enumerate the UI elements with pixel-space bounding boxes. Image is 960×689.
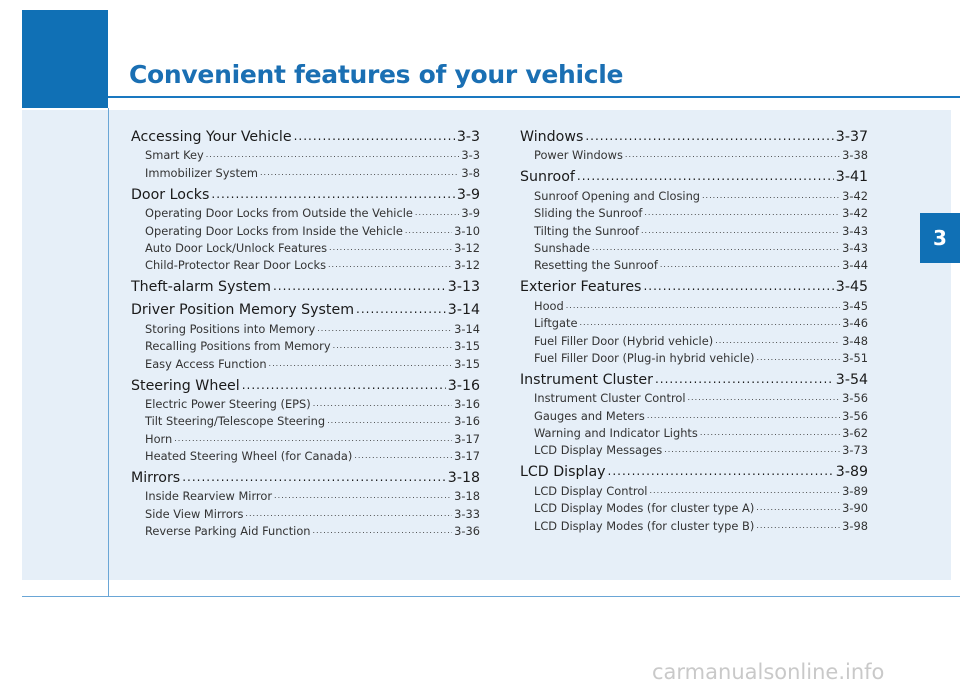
toc-dot-leader: [333, 342, 453, 353]
toc-entry-page: 3-15: [454, 356, 480, 371]
toc-dot-leader: [294, 130, 455, 145]
toc-entry-label: Gauges and Meters: [534, 408, 645, 423]
toc-entry-label: Door Locks: [131, 186, 210, 203]
toc-dot-leader: [756, 522, 840, 533]
toc-subsection-entry[interactable]: [131, 428, 480, 445]
toc-subsection-entry[interactable]: [131, 238, 480, 255]
toc-dot-leader: [643, 280, 833, 295]
toc-entry-label: Smart Key: [145, 148, 204, 163]
toc-entry-page: 3-16: [454, 414, 480, 429]
toc-subsection-entry[interactable]: [131, 353, 480, 370]
toc-entry-page: 3-73: [842, 443, 868, 458]
toc-subsection-entry[interactable]: [520, 313, 868, 330]
toc-entry-label: Theft-alarm System: [131, 279, 271, 296]
toc-subsection-entry[interactable]: [131, 255, 480, 272]
toc-entry-label: Resetting the Sunroof: [534, 258, 658, 273]
toc-subsection-entry[interactable]: [520, 238, 868, 255]
toc-entry-label: LCD Display: [520, 464, 606, 481]
toc-entry-page: 3-46: [842, 316, 868, 331]
toc-dot-leader: [585, 130, 833, 145]
toc-entry-page: 3-18: [454, 489, 480, 504]
toc-subsection-entry[interactable]: [131, 503, 480, 520]
toc-dot-leader: [579, 319, 840, 330]
toc-subsection-entry[interactable]: [520, 480, 868, 497]
toc-section-entry[interactable]: [520, 458, 868, 480]
toc-entry-page: 3-18: [447, 470, 480, 487]
toc-entry-page: 3-15: [454, 339, 480, 354]
toc-entry-label: Tilting the Sunroof: [534, 223, 640, 238]
toc-entry-label: LCD Display Messages: [534, 443, 663, 458]
toc-entry-page: 3-41: [835, 169, 868, 186]
toc-entry-page: 3-54: [835, 371, 868, 388]
toc-entry-label: Operating Door Locks from Inside the Vehicle: [145, 223, 403, 238]
toc-entry-label: Exterior Features: [520, 279, 642, 296]
toc-dot-leader: [327, 417, 452, 428]
toc-section-entry[interactable]: [131, 181, 480, 203]
toc-entry-page: 3-89: [842, 483, 868, 498]
toc-entry-page: 3-12: [454, 240, 480, 255]
toc-dot-leader: [756, 354, 840, 365]
toc-subsection-entry[interactable]: [520, 515, 868, 532]
toc-subsection-entry[interactable]: [131, 394, 480, 411]
toc-dot-leader: [356, 303, 446, 318]
toc-entry-page: 3-62: [842, 426, 868, 441]
toc-entry-page: 3-98: [842, 518, 868, 533]
toc-section-entry[interactable]: [131, 296, 480, 318]
toc-subsection-entry[interactable]: [131, 203, 480, 220]
toc-subsection-entry[interactable]: [520, 295, 868, 312]
toc-entry-label: Steering Wheel: [131, 377, 240, 394]
toc-dot-leader: [756, 504, 840, 515]
toc-subsection-entry[interactable]: [131, 145, 480, 162]
toc-entry-page: 3-14: [454, 321, 480, 336]
toc-dot-leader: [274, 492, 452, 503]
toc-dot-leader: [242, 379, 446, 394]
page-title: Convenient features of your vehicle: [129, 60, 624, 89]
corner-color-block: [22, 10, 108, 108]
toc-entry-label: Instrument Cluster: [520, 371, 653, 388]
toc-section-entry[interactable]: [131, 123, 480, 145]
watermark: carmanualsonline.info: [652, 660, 885, 684]
toc-entry-label: Auto Door Lock/Unlock Features: [145, 240, 328, 255]
toc-subsection-entry[interactable]: [520, 440, 868, 457]
toc-subsection-entry[interactable]: [131, 446, 480, 463]
margin-vertical-rule: [108, 108, 109, 596]
toc-subsection-entry[interactable]: [131, 486, 480, 503]
toc-entry-label: Electric Power Steering (EPS): [145, 396, 311, 411]
toc-entry-page: 3-37: [835, 129, 868, 145]
toc-subsection-entry[interactable]: [131, 336, 480, 353]
toc-dot-leader: [655, 373, 834, 388]
toc-entry-page: 3-56: [842, 391, 868, 406]
toc-section-entry[interactable]: [520, 123, 868, 145]
toc-section-entry[interactable]: [520, 163, 868, 185]
toc-dot-leader: [647, 412, 840, 423]
toc-entry-label: Power Windows: [534, 148, 623, 163]
toc-dot-leader: [313, 400, 452, 411]
toc-entry-label: Side View Mirrors: [145, 506, 244, 521]
toc-entry-page: 3-89: [835, 464, 868, 481]
toc-entry-label: Immobilizer System: [145, 165, 259, 180]
toc-entry-page: 3-38: [842, 148, 868, 163]
toc-subsection-entry[interactable]: [131, 220, 480, 237]
toc-section-entry[interactable]: [131, 372, 480, 394]
bottom-rule: [22, 596, 960, 597]
toc-entry-page: 3-16: [454, 396, 480, 411]
toc-entry-page: 3-42: [842, 188, 868, 203]
toc-subsection-entry[interactable]: [520, 145, 868, 162]
toc-left-column: [131, 122, 480, 538]
toc-dot-leader: [688, 394, 841, 405]
toc-entry-label: Sunshade: [534, 240, 591, 255]
toc-entry-label: Reverse Parking Aid Function: [145, 524, 311, 539]
toc-dot-leader: [641, 227, 840, 238]
toc-entry-page: 3-9: [456, 186, 480, 203]
toc-entry-page: 3-16: [447, 377, 480, 394]
toc-dot-leader: [354, 452, 452, 463]
toc-entry-page: 3-3: [456, 129, 480, 145]
toc-dot-leader: [206, 151, 460, 162]
toc-entry-label: LCD Display Control: [534, 483, 648, 498]
toc-subsection-entry[interactable]: [520, 203, 868, 220]
toc-entry-label: Sunroof Opening and Closing: [534, 188, 701, 203]
toc-entry-page: 3-33: [454, 506, 480, 521]
toc-entry-page: 3-3: [461, 148, 480, 163]
toc-dot-leader: [273, 280, 446, 295]
toc-dot-leader: [700, 429, 840, 440]
toc-subsection-entry[interactable]: [520, 388, 868, 405]
toc-entry-label: Inside Rearview Mirror: [145, 489, 273, 504]
toc-entry-label: Accessing Your Vehicle: [131, 129, 292, 145]
toc-entry-page: 3-43: [842, 240, 868, 255]
toc-entry-page: 3-9: [461, 206, 480, 221]
toc-dot-leader: [577, 170, 834, 185]
toc-entry-label: Mirrors: [131, 470, 181, 487]
toc-dot-leader: [269, 360, 453, 371]
toc-dot-leader: [566, 302, 840, 313]
toc-entry-label: Liftgate: [534, 316, 578, 331]
toc-dot-leader: [415, 209, 459, 220]
toc-entry-page: 3-17: [454, 449, 480, 464]
toc-subsection-entry[interactable]: [520, 348, 868, 365]
toc-entry-page: 3-90: [842, 501, 868, 516]
toc-dot-leader: [245, 510, 452, 521]
toc-entry-label: Driver Position Memory System: [131, 302, 355, 319]
toc-entry-page: 3-10: [454, 223, 480, 238]
toc-entry-page: 3-17: [454, 431, 480, 446]
toc-entry-label: Windows: [520, 129, 584, 145]
toc-entry-label: Tilt Steering/Telescope Steering: [145, 414, 326, 429]
toc-dot-leader: [313, 527, 453, 538]
toc-dot-leader: [660, 261, 840, 272]
toc-right-column: [520, 122, 868, 533]
chapter-tab[interactable]: 3: [920, 213, 960, 263]
toc-section-entry[interactable]: [520, 366, 868, 388]
toc-subsection-entry[interactable]: [520, 330, 868, 347]
toc-dot-leader: [592, 244, 840, 255]
toc-dot-leader: [211, 188, 454, 203]
toc-entry-page: 3-51: [842, 350, 868, 365]
toc-entry-page: 3-13: [447, 279, 480, 296]
toc-subsection-entry[interactable]: [520, 498, 868, 515]
toc-entry-label: LCD Display Modes (for cluster type A): [534, 501, 755, 516]
toc-dot-leader: [328, 261, 452, 272]
toc-dot-leader: [649, 487, 840, 498]
toc-section-entry[interactable]: [131, 464, 480, 486]
toc-dot-leader: [715, 337, 840, 348]
toc-entry-label: Easy Access Function: [145, 356, 267, 371]
toc-entry-label: Warning and Indicator Lights: [534, 426, 698, 441]
toc-dot-leader: [329, 244, 452, 255]
toc-entry-page: 3-12: [454, 258, 480, 273]
toc-subsection-entry[interactable]: [131, 318, 480, 335]
toc-entry-label: Instrument Cluster Control: [534, 391, 686, 406]
toc-subsection-entry[interactable]: [131, 162, 480, 179]
toc-entry-page: 3-45: [835, 279, 868, 296]
toc-dot-leader: [260, 169, 459, 180]
toc-dot-leader: [405, 227, 452, 238]
toc-entry-label: Sunroof: [520, 169, 575, 186]
toc-entry-label: Recalling Positions from Memory: [145, 339, 331, 354]
toc-dot-leader: [702, 192, 840, 203]
toc-entry-page: 3-36: [454, 524, 480, 539]
toc-section-entry[interactable]: [131, 273, 480, 295]
toc-dot-leader: [182, 471, 446, 486]
toc-dot-leader: [608, 465, 834, 480]
toc-subsection-entry[interactable]: [520, 423, 868, 440]
toc-entry-label: Sliding the Sunroof: [534, 206, 643, 221]
toc-dot-leader: [174, 435, 452, 446]
toc-section-entry[interactable]: [520, 273, 868, 295]
toc-entry-label: Hood: [534, 298, 564, 313]
toc-entry-label: Horn: [145, 431, 173, 446]
toc-entry-page: 3-48: [842, 333, 868, 348]
toc-dot-leader: [644, 209, 840, 220]
toc-entry-label: LCD Display Modes (for cluster type B): [534, 518, 755, 533]
toc-entry-page: 3-43: [842, 223, 868, 238]
toc-subsection-entry[interactable]: [520, 255, 868, 272]
toc-entry-page: 3-42: [842, 206, 868, 221]
toc-dot-leader: [625, 151, 840, 162]
toc-entry-page: 3-45: [842, 298, 868, 313]
toc-entry-label: Child-Protector Rear Door Locks: [145, 258, 327, 273]
toc-dot-leader: [317, 325, 452, 336]
toc-entry-page: 3-14: [447, 302, 480, 319]
toc-entry-label: Storing Positions into Memory: [145, 321, 316, 336]
toc-subsection-entry[interactable]: [520, 405, 868, 422]
toc-entry-page: 3-8: [461, 165, 480, 180]
toc-entry-label: Fuel Filler Door (Hybrid vehicle): [534, 333, 714, 348]
toc-entry-page: 3-56: [842, 408, 868, 423]
toc-dot-leader: [664, 446, 840, 457]
toc-subsection-entry[interactable]: [520, 185, 868, 202]
toc-subsection-entry[interactable]: [131, 521, 480, 538]
toc-entry-label: Operating Door Locks from Outside the Vehicle: [145, 206, 413, 221]
toc-entry-label: Heated Steering Wheel (for Canada): [145, 449, 353, 464]
title-underline: [108, 96, 960, 98]
toc-entry-label: Fuel Filler Door (Plug-in hybrid vehicle): [534, 350, 755, 365]
toc-subsection-entry[interactable]: [131, 411, 480, 428]
toc-entry-page: 3-44: [842, 258, 868, 273]
toc-subsection-entry[interactable]: [520, 220, 868, 237]
